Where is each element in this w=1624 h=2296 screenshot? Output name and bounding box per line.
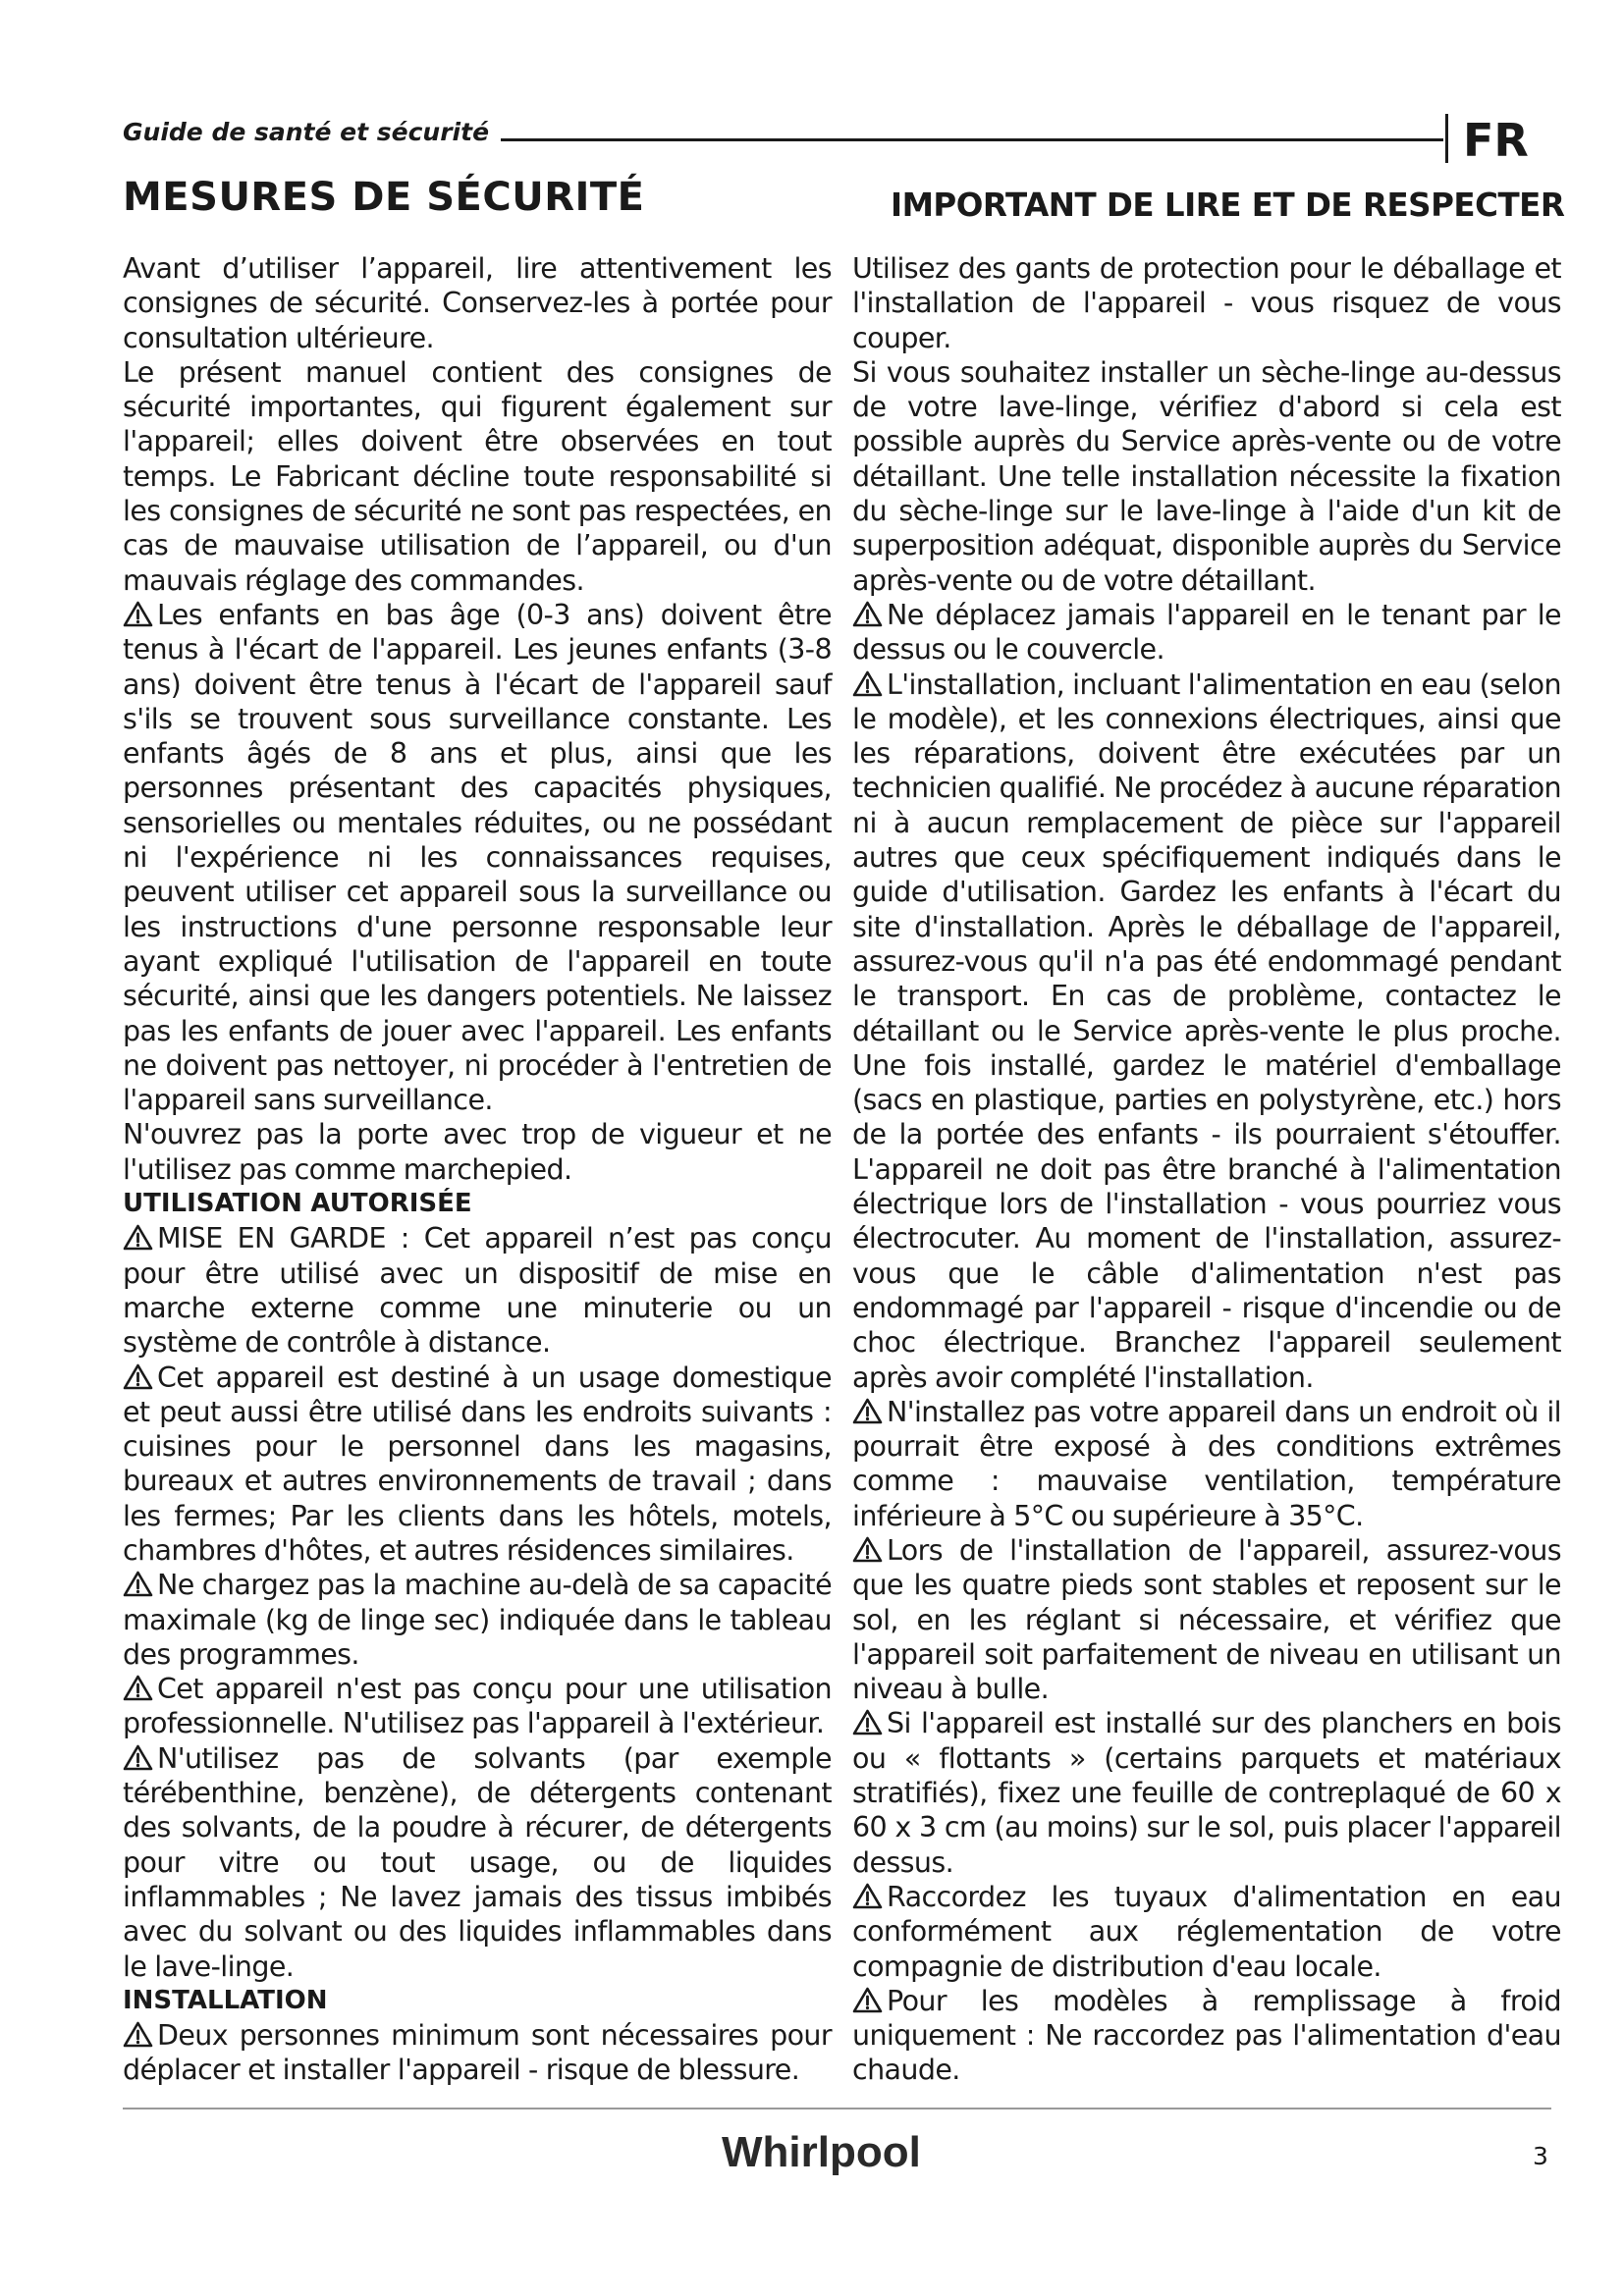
right-column: [852, 251, 1561, 2088]
paragraph-text: Ne chargez pas la machine au-delà de sa capacité maximale (kg de linge sec) indiquée dans le tableau des programmes.: [123, 1569, 832, 1671]
warning-paragraph: [123, 2018, 832, 2088]
warning-paragraph: [123, 1568, 832, 1672]
paragraph-text: N'installez pas votre appareil dans un endroit où il pourrait être exposé à des conditions extrêmes comme : mauvaise ventilation, température inférieure à 5°C ou supérieure à 35°C.: [852, 1395, 1561, 1532]
warning-triangle-icon: [123, 1224, 153, 1251]
guide-title: Guide de santé et sécurité: [123, 118, 490, 146]
paragraph-text: Si l'appareil est installé sur des planchers en bois ou « flottants » (certains parquets et matériaux stratifiés), fixez une feuille de contreplaqué de 60 x 60 x 3 cm (au moins) sur le sol, puis placer l'appareil dessus.: [852, 1707, 1561, 1879]
warning-triangle-icon: [852, 1398, 883, 1424]
warning-paragraph: [852, 667, 1561, 1395]
warning-paragraph: [852, 1533, 1561, 1706]
paragraph-text: Les enfants en bas âge (0-3 ans) doivent être tenus à l'écart de l'appareil. Les jeunes enfants (3-8 ans) doivent être tenus à l'écart de l'appareil sauf s'ils se trouvent sous surveillance constante. Les enfants âgés de 8 ans et plus, ainsi que les personnes présentant des capacités physiques, sensorielles ou mentales réduites, ou ne possédant ni l'expérience ni les connaissances requises, peuvent utiliser cet appareil sous la surveillance ou les instructions d'une personne responsable leur ayant expliqué l'utilisation de l'appareil en toute sécurité, ainsi que les dangers potentiels. Ne laissez pas les enfants de jouer avec l'appareil. Les enfants ne doivent pas nettoyer, ni procéder à l'entretien de l'appareil sans surveillance.: [123, 598, 832, 1117]
page-title: MESURES DE SÉCURITÉ: [123, 175, 645, 220]
section-heading: UTILISATION AUTORISÉE: [123, 1189, 472, 1219]
page-number: 3: [1533, 2142, 1548, 2170]
warning-triangle-icon: [852, 670, 883, 697]
paragraph-text: L'installation, incluant l'alimentation en eau (selon le modèle), et les connexions électriques, ainsi que les réparations, doivent être exécutées par un technicien qualifié. Ne procédez à aucune réparation ni à aucun remplacement de pièce sur l'appareil autres que ceux spécifiquement indiqués dans le guide d'utilisation. Gardez les enfants à l'écart du site d'installation. Après le déballage de l'appareil, assurez-vous qu'il n'a pas été endommagé pendant le transport. En cas de problème, contactez le détaillant ou le Service après-vente le plus proche. Une fois installé, gardez le matériel d'emballage (sacs en plastique, parties en polystyrène, etc.) hors de la portée des enfants - ils pourraient s'étouffer. L'appareil ne doit pas être branché à l'alimentation électrique lors de l'installation - vous pourriez vous électrocuter. Au moment de l'installation, assurez-vous que le câble d'alimentation n'est pas endommagé par l'appareil - risque d'incendie ou de choc électrique. Branchez l'appareil seulement après avoir complété l'installation.: [852, 667, 1561, 1394]
whirlpool-logo: [722, 2122, 962, 2181]
footer-rule: [123, 2108, 1551, 2109]
warning-triangle-icon: [852, 1536, 883, 1563]
warning-paragraph: [123, 1741, 832, 1984]
warning-paragraph: [123, 1672, 832, 1741]
header-rule-tick: [1445, 114, 1448, 163]
warning-triangle-icon: [123, 1744, 153, 1771]
paragraph-text: MISE EN GARDE : Cet appareil n’est pas conçu pour être utilisé avec un dispositif de mise en marche externe comme une minuterie ou un système de contrôle à distance.: [123, 1222, 832, 1360]
paragraph-text: N'utilisez pas de solvants (par exemple térébenthine, benzène), de détergents contenant des solvants, de la poudre à récurer, de détergents pour vitre ou tout usage, ou de liquides inflammables ; Ne lavez jamais des tissus imbibés avec du solvant ou des liquides inflammables dans le lave-linge.: [123, 1741, 832, 1983]
paragraph: Si vous souhaitez installer un sèche-linge au-dessus de votre lave-linge, vérifiez d'abord si cela est possible auprès du Service après-vente ou de votre détaillant. Une telle installation nécessite la fixation du sèche-linge sur le lave-linge à l'aide d'un kit de superposition adéquat, disponible auprès du Service après-vente ou de votre détaillant.: [852, 355, 1561, 597]
paragraph-text: Lors de l'installation de l'appareil, assurez-vous que les quatre pieds sont stables et reposent sur le sol, en les réglant si nécessaire, et vérifiez que l'appareil soit parfaitement de niveau en utilisant un niveau à bulle.: [852, 1533, 1561, 1706]
page-subtitle: IMPORTANT DE LIRE ET DE RESPECTER: [891, 187, 1565, 224]
warning-paragraph: [852, 1880, 1561, 1984]
warning-paragraph: [123, 598, 832, 1117]
warning-triangle-icon: [123, 601, 153, 627]
header-rule: [501, 138, 1443, 141]
warning-paragraph: [852, 598, 1561, 667]
warning-triangle-icon: [123, 2021, 153, 2048]
paragraph-text: Pour les modèles à remplissage à froid uniquement : Ne raccordez pas l'alimentation d'eau chaude.: [852, 1984, 1561, 2087]
warning-paragraph: [852, 1706, 1561, 1879]
paragraph-text: Cet appareil est destiné à un usage domestique et peut aussi être utilisé dans les endroits suivants : cuisines pour le personnel dans les magasins, bureaux et autres environnements de travail ; dans les fermes; Par les clients dans les hôtels, motels, chambres d'hôtes, et autres résidences similaires.: [123, 1361, 832, 1567]
warning-triangle-icon: [123, 1363, 153, 1390]
paragraph: N'ouvrez pas la porte avec trop de vigueur et ne l'utilisez pas comme marchepied.: [123, 1118, 832, 1186]
warning-paragraph: [123, 1221, 832, 1360]
warning-paragraph: [852, 1984, 1561, 2088]
warning-triangle-icon: [852, 601, 883, 627]
warning-triangle-icon: [852, 1883, 883, 1909]
paragraph: Utilisez des gants de protection pour le déballage et l'installation de l'appareil - vous risquez de vous couper.: [852, 252, 1561, 354]
brand-wordmark: Whirlpool: [722, 2128, 921, 2176]
paragraph-text: Ne déplacez jamais l'appareil en le tenant par le dessus ou le couvercle.: [852, 598, 1561, 667]
warning-paragraph: [852, 1395, 1561, 1533]
paragraph-text: Deux personnes minimum sont nécessaires pour déplacer et installer l'appareil - risque de blessure.: [123, 2019, 832, 2087]
warning-triangle-icon: [852, 1709, 883, 1735]
left-column: [123, 251, 832, 2088]
paragraph: Le présent manuel contient des consignes de sécurité importantes, qui figurent également sur l'appareil; elles doivent être observées en tout temps. Le Fabricant décline toute responsabilité si les consignes de sécurité ne sont pas respectées, en cas de mauvaise utilisation de l’appareil, ou d'un mauvais réglage des commandes.: [123, 355, 832, 597]
language-code: FR: [1463, 114, 1529, 167]
paragraph-text: Cet appareil n'est pas conçu pour une utilisation professionnelle. N'utilisez pas l'appareil à l'extérieur.: [123, 1673, 832, 1740]
warning-paragraph: [123, 1361, 832, 1569]
paragraph: Avant d’utiliser l’appareil, lire attentivement les consignes de sécurité. Conservez-les à portée pour consultation ultérieure.: [123, 252, 832, 354]
paragraph-text: Raccordez les tuyaux d'alimentation en eau conformément aux réglementation de votre compagnie de distribution d'eau locale.: [852, 1880, 1561, 1983]
section-heading: INSTALLATION: [123, 1985, 328, 2015]
warning-triangle-icon: [852, 1987, 883, 2013]
warning-triangle-icon: [123, 1675, 153, 1701]
warning-triangle-icon: [123, 1571, 153, 1597]
